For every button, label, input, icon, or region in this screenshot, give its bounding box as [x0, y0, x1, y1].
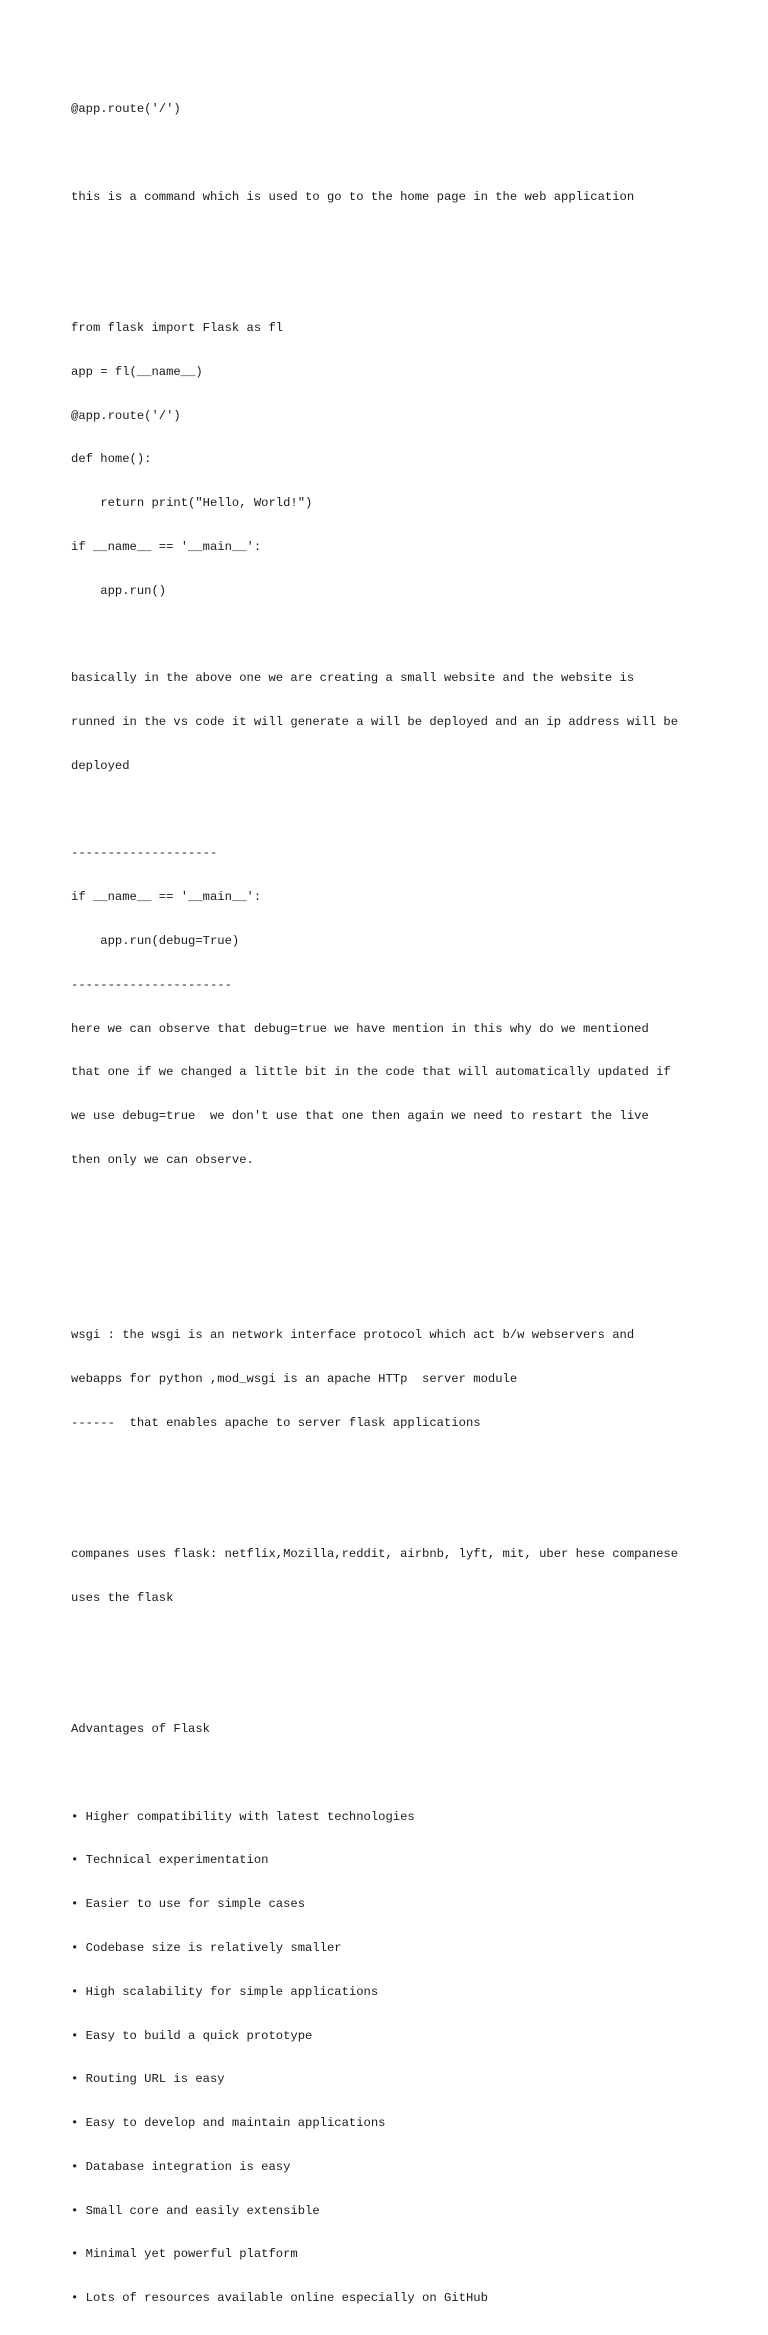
bullet-item: • High scalability for simple applications [71, 1984, 379, 1999]
bullet-item: • Technical experimentation [71, 1853, 269, 1868]
text-line: we use debug=true we don't use that one then again we need to restart the live [71, 1109, 649, 1124]
blank-line [71, 1459, 731, 1474]
bullet-item: • Codebase size is relatively smaller [71, 1941, 342, 1955]
blank-line [71, 1284, 731, 1299]
blank-line [71, 234, 731, 249]
text-line: webapps for python ,mod_wsgi is an apache HTTp server module [71, 1371, 518, 1386]
code-line: app.run() [71, 583, 167, 598]
code-line: from flask import Flask as fl [71, 321, 284, 336]
bullet-item: • Easy to build a quick prototype [71, 2028, 313, 2043]
text-line: then only we can observe. [71, 1152, 254, 1167]
text-line: companes uses flask: netflix,Mozilla,reddit, airbnb, lyft, mit, uber hese companese [71, 1546, 679, 1561]
bullet-item: • Small core and easily extensible [71, 2203, 320, 2218]
blank-line [71, 1635, 731, 1650]
bullet-item: • Easier to use for simple cases [71, 1897, 306, 1912]
text-line: runned in the vs code it will generate a will be deployed and an ip address will be [71, 715, 679, 730]
code-line: app = fl(__name__) [71, 364, 203, 379]
text-line: wsgi : the wsgi is an network interface protocol which act b/w webservers and [71, 1328, 635, 1343]
text-line: deployed [71, 758, 130, 773]
text-line: here we can observe that debug=true we have mention in this why do we mentioned [71, 1021, 649, 1036]
bullet-item: • Database integration is easy [71, 2159, 291, 2174]
code-line: return print("Hello, World!") [71, 496, 313, 511]
blank-line [71, 628, 731, 643]
text-line: this is a command which is used to go to the home page in the web application [71, 189, 635, 204]
blank-line [71, 146, 731, 161]
bullet-item: • Easy to develop and maintain applications [71, 2116, 386, 2131]
separator-line: ---------------------- [71, 977, 232, 992]
blank-line [71, 1241, 731, 1256]
blank-line [71, 803, 731, 818]
code-line: def home(): [71, 452, 152, 467]
code-line: app.run(debug=True) [71, 934, 240, 949]
separator-line: -------------------- [71, 846, 218, 861]
bullet-item: • Higher compatibility with latest technologies [71, 1809, 415, 1824]
code-line: @app.route('/') [71, 408, 181, 423]
blank-line [71, 1766, 731, 1781]
text-line: ------ that enables apache to server flask applications [71, 1415, 481, 1430]
bullet-item: • Routing URL is easy [71, 2072, 225, 2087]
code-line: @app.route('/') [71, 102, 181, 117]
section-heading: Advantages of Flask [71, 1722, 210, 1737]
code-line: if __name__ == '__main__': [71, 890, 262, 905]
text-line: basically in the above one we are creating a small website and the website is [71, 671, 635, 686]
blank-line [71, 1503, 731, 1518]
code-line: if __name__ == '__main__': [71, 540, 262, 554]
bullet-item: • Minimal yet powerful platform [71, 2247, 298, 2262]
blank-line [71, 1197, 731, 1212]
text-line: uses the flask [71, 1590, 174, 1605]
bullet-item: • Lots of resources available online especially on GitHub [71, 2291, 488, 2306]
blank-line [71, 277, 731, 292]
text-line: that one if we changed a little bit in the code that will automatically updated if [71, 1065, 671, 1080]
blank-line [71, 1678, 731, 1693]
document-body [71, 73, 731, 2335]
